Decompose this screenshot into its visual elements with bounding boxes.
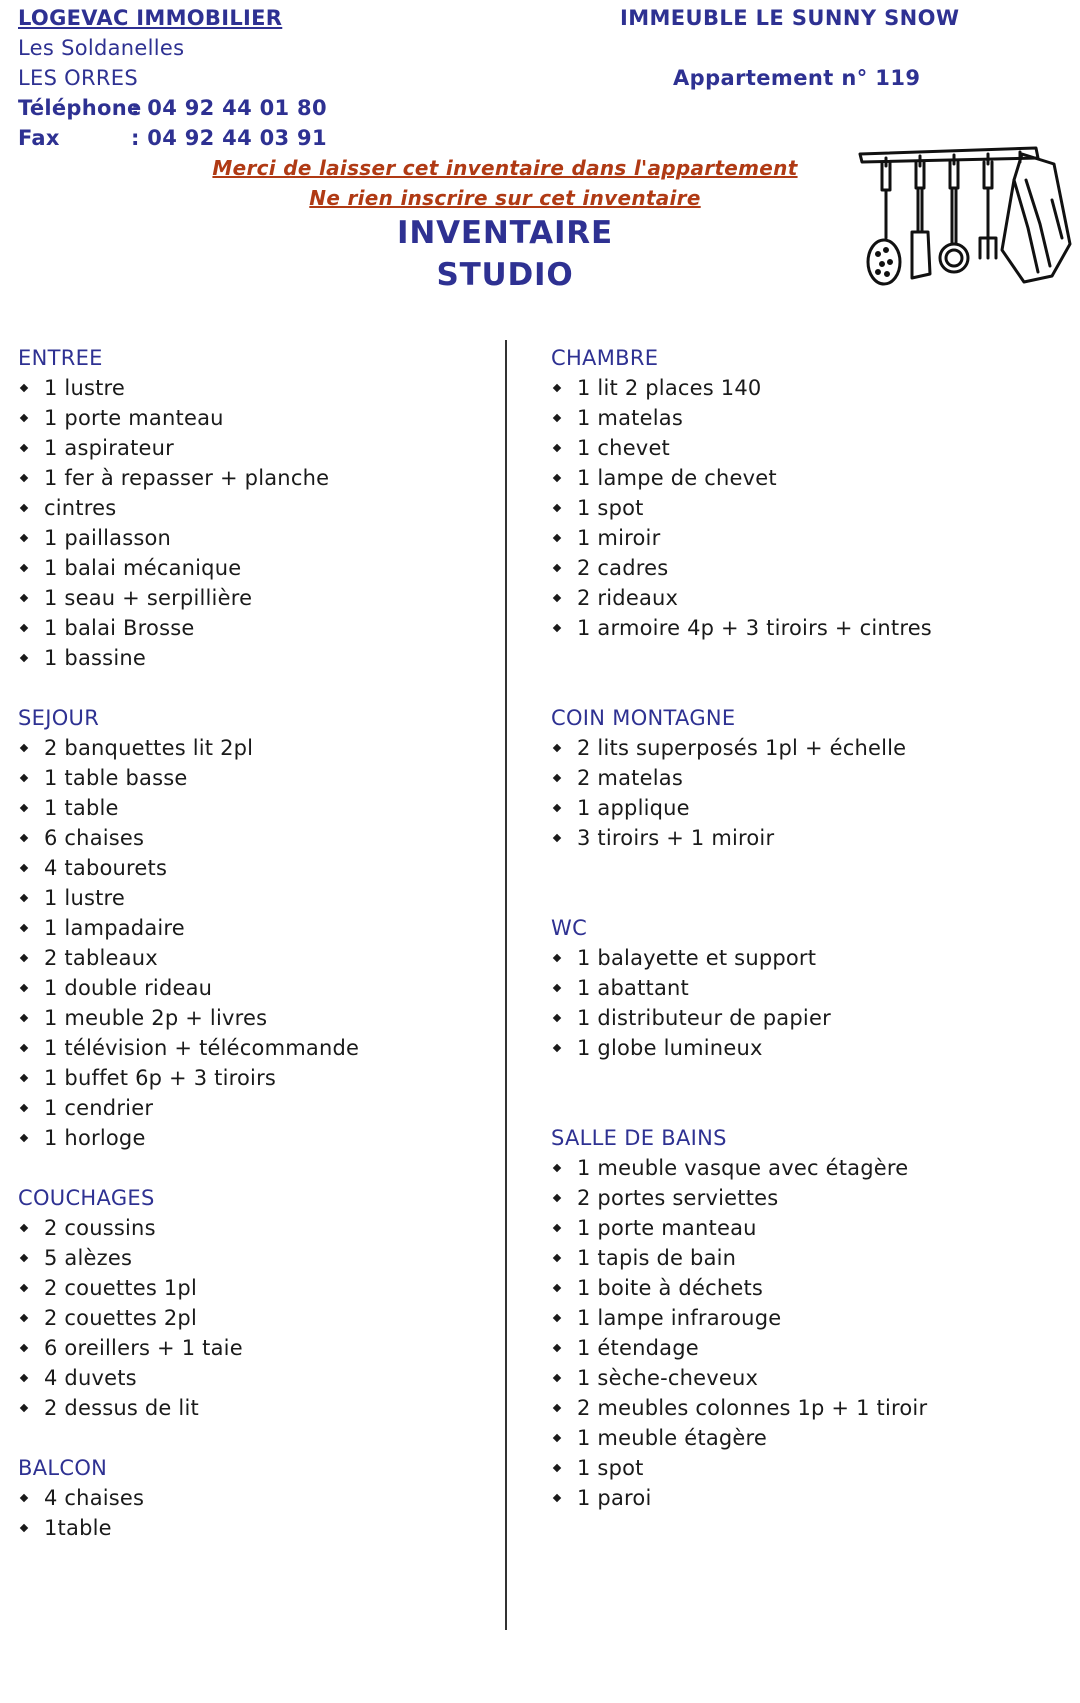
list-item: 1 lampe de chevet: [551, 463, 932, 493]
section-sejour: [18, 703, 359, 1153]
list-item: 2 portes serviettes: [551, 1183, 927, 1213]
list-item: 1 sèche-cheveux: [551, 1363, 927, 1393]
list-item: 2 cadres: [551, 553, 932, 583]
section-title: BALCON: [18, 1456, 108, 1480]
list-item: 3 tiroirs + 1 miroir: [551, 823, 906, 853]
list-item: 1 paroi: [551, 1483, 927, 1513]
list-item: 1 fer à repasser + planche: [18, 463, 329, 493]
list-item: 1 bassine: [18, 643, 329, 673]
list-item: 1 étendage: [551, 1333, 927, 1363]
item-list: [18, 373, 329, 673]
item-list: [551, 1153, 927, 1513]
item-list: [551, 373, 932, 643]
page-title: INVENTAIRE: [397, 215, 613, 251]
list-item: 5 alèzes: [18, 1243, 243, 1273]
list-item: 1 table: [18, 793, 359, 823]
list-item: 4 tabourets: [18, 853, 359, 883]
list-item: 4 chaises: [18, 1483, 144, 1513]
section-title: SALLE DE BAINS: [551, 1126, 727, 1150]
list-item: 1 aspirateur: [18, 433, 329, 463]
list-item: 2 meubles colonnes 1p + 1 tiroir: [551, 1393, 927, 1423]
section-coin-montagne: [551, 703, 906, 853]
list-item: 1 balai Brosse: [18, 613, 329, 643]
section-title: ENTREE: [18, 346, 103, 370]
list-item: 1 horloge: [18, 1123, 359, 1153]
list-item: 1 abattant: [551, 973, 831, 1003]
list-item: 2 dessus de lit: [18, 1393, 243, 1423]
section-title: COUCHAGES: [18, 1186, 155, 1210]
list-item: 1 porte manteau: [18, 403, 329, 433]
list-item: 2 coussins: [18, 1213, 243, 1243]
section-wc: [551, 913, 831, 1063]
list-item: 1 table basse: [18, 763, 359, 793]
list-item: 6 chaises: [18, 823, 359, 853]
phone-line: [18, 96, 327, 120]
list-item: 1 spot: [551, 493, 932, 523]
fax-value: : 04 92 44 03 91: [131, 126, 327, 150]
agency-name: LOGEVAC IMMOBILIER: [18, 6, 283, 30]
list-item: 2 rideaux: [551, 583, 932, 613]
column-divider: [505, 340, 507, 1630]
list-item: 1table: [18, 1513, 144, 1543]
list-item: 1 spot: [551, 1453, 927, 1483]
notice-do-not-write: Ne rien inscrire sur cet inventaire: [309, 186, 701, 210]
page-subtitle: STUDIO: [436, 257, 574, 293]
list-item: 1 applique: [551, 793, 906, 823]
list-item: 2 tableaux: [18, 943, 359, 973]
list-item: 1 balai mécanique: [18, 553, 329, 583]
section-title: CHAMBRE: [551, 346, 659, 370]
building-name: IMMEUBLE LE SUNNY SNOW: [620, 6, 960, 30]
list-item: 1 miroir: [551, 523, 932, 553]
list-item: 1 distributeur de papier: [551, 1003, 831, 1033]
list-item: 1 tapis de bain: [551, 1243, 927, 1273]
list-item: 1 seau + serpillière: [18, 583, 329, 613]
item-list: [18, 1213, 243, 1423]
list-item: 1 meuble 2p + livres: [18, 1003, 359, 1033]
section-chambre: [551, 343, 932, 643]
list-item: 4 duvets: [18, 1363, 243, 1393]
list-item: 1 armoire 4p + 3 tiroirs + cintres: [551, 613, 932, 643]
section-title: COIN MONTAGNE: [551, 706, 736, 730]
list-item: 1 cendrier: [18, 1093, 359, 1123]
list-item: 1 lampe infrarouge: [551, 1303, 927, 1333]
list-item: 1 lustre: [18, 883, 359, 913]
list-item: 1 buffet 6p + 3 tiroirs: [18, 1063, 359, 1093]
list-item: 1 porte manteau: [551, 1213, 927, 1243]
notice-keep-inventory: Merci de laisser cet inventaire dans l'appartement: [212, 156, 798, 180]
fax-label: Fax: [18, 126, 60, 150]
list-item: 1 lit 2 places 140: [551, 373, 932, 403]
section-couchages: [18, 1183, 243, 1423]
list-item: 1 meuble vasque avec étagère: [551, 1153, 927, 1183]
list-item: 2 couettes 2pl: [18, 1303, 243, 1333]
list-item: 1 double rideau: [18, 973, 359, 1003]
list-item: 1 paillasson: [18, 523, 329, 553]
phone-label: Téléphone: [18, 96, 142, 120]
item-list: [551, 733, 906, 853]
list-item: 2 matelas: [551, 763, 906, 793]
address-line-2: LES ORRES: [18, 66, 138, 90]
section-salle-de-bains: [551, 1123, 927, 1513]
list-item: 1 lampadaire: [18, 913, 359, 943]
item-list: [551, 943, 831, 1063]
section-title: SEJOUR: [18, 706, 100, 730]
list-item: 1 lustre: [18, 373, 329, 403]
address-line-1: Les Soldanelles: [18, 36, 185, 60]
list-item: 2 lits superposés 1pl + échelle: [551, 733, 906, 763]
kitchen-utensils-icon: [856, 140, 1078, 300]
list-item: cintres: [18, 493, 329, 523]
phone-value: : 04 92 44 01 80: [131, 96, 327, 120]
list-item: 6 oreillers + 1 taie: [18, 1333, 243, 1363]
fax-line: [18, 126, 327, 150]
list-item: 2 banquettes lit 2pl: [18, 733, 359, 763]
item-list: [18, 1483, 144, 1543]
list-item: 1 télévision + télécommande: [18, 1033, 359, 1063]
list-item: 1 meuble étagère: [551, 1423, 927, 1453]
item-list: [18, 733, 359, 1153]
section-balcon: [18, 1453, 144, 1543]
list-item: 2 couettes 1pl: [18, 1273, 243, 1303]
list-item: 1 chevet: [551, 433, 932, 463]
list-item: 1 globe lumineux: [551, 1033, 831, 1063]
list-item: 1 matelas: [551, 403, 932, 433]
list-item: 1 balayette et support: [551, 943, 831, 973]
apartment-number: Appartement n° 119: [673, 66, 921, 90]
section-entree: [18, 343, 329, 673]
section-title: WC: [551, 916, 588, 940]
list-item: 1 boite à déchets: [551, 1273, 927, 1303]
